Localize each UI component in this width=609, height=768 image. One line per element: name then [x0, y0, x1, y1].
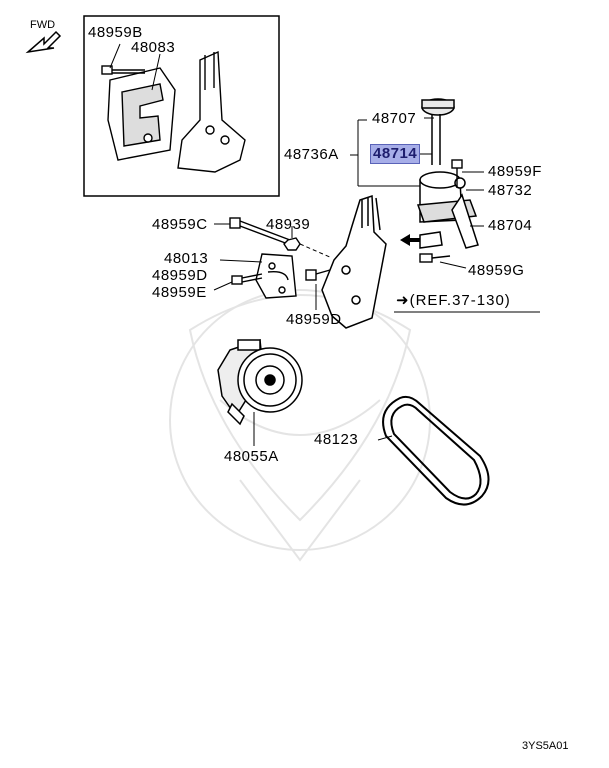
part-label-48714-highlighted[interactable]: 48714: [370, 144, 420, 164]
part-label-48732[interactable]: 48732: [488, 182, 533, 199]
flow-arrow-icon: [400, 234, 420, 246]
part-label-48055a[interactable]: 48055A: [224, 448, 279, 465]
part-label-48939[interactable]: 48939: [266, 216, 311, 233]
mount-bracket-inset: [178, 52, 245, 172]
nut-48939: [284, 238, 300, 250]
part-label-48707[interactable]: 48707: [372, 110, 417, 127]
part-label-48959b[interactable]: 48959B: [88, 24, 143, 41]
power-steering-pump: [218, 340, 302, 424]
mounting-bracket: [322, 196, 386, 328]
part-label-48959e[interactable]: 48959E: [152, 284, 207, 301]
v-belt-48123: [383, 397, 488, 505]
part-label-48959g[interactable]: 48959G: [468, 262, 525, 279]
part-label-48083[interactable]: 48083: [131, 39, 176, 56]
part-label-48959c[interactable]: 48959C: [152, 216, 208, 233]
part-label-48959d-lower[interactable]: 48959D: [286, 311, 342, 328]
part-label-48123[interactable]: 48123: [314, 431, 359, 448]
bracket-plate-48083: [108, 68, 175, 160]
right-arrow-icon: ➜: [396, 292, 410, 309]
bolt-48959b: [102, 66, 145, 74]
reference-text: (REF.37-130): [409, 292, 511, 309]
part-label-48704[interactable]: 48704: [488, 217, 533, 234]
reference-link[interactable]: [396, 291, 511, 309]
reservoir-assembly: [418, 99, 478, 248]
fwd-label: FWD: [30, 19, 56, 31]
part-label-48959f[interactable]: 48959F: [488, 163, 542, 180]
adjust-bracket-48013: [256, 254, 296, 298]
part-label-48736a[interactable]: 48736A: [284, 146, 339, 163]
part-label-48959d[interactable]: 48959D: [152, 267, 208, 284]
drawing-code: 3YS5A01: [522, 740, 569, 752]
fwd-arrow-icon: [28, 32, 60, 52]
bolt-48959g: [420, 254, 450, 262]
part-label-48013[interactable]: 48013: [164, 250, 209, 267]
